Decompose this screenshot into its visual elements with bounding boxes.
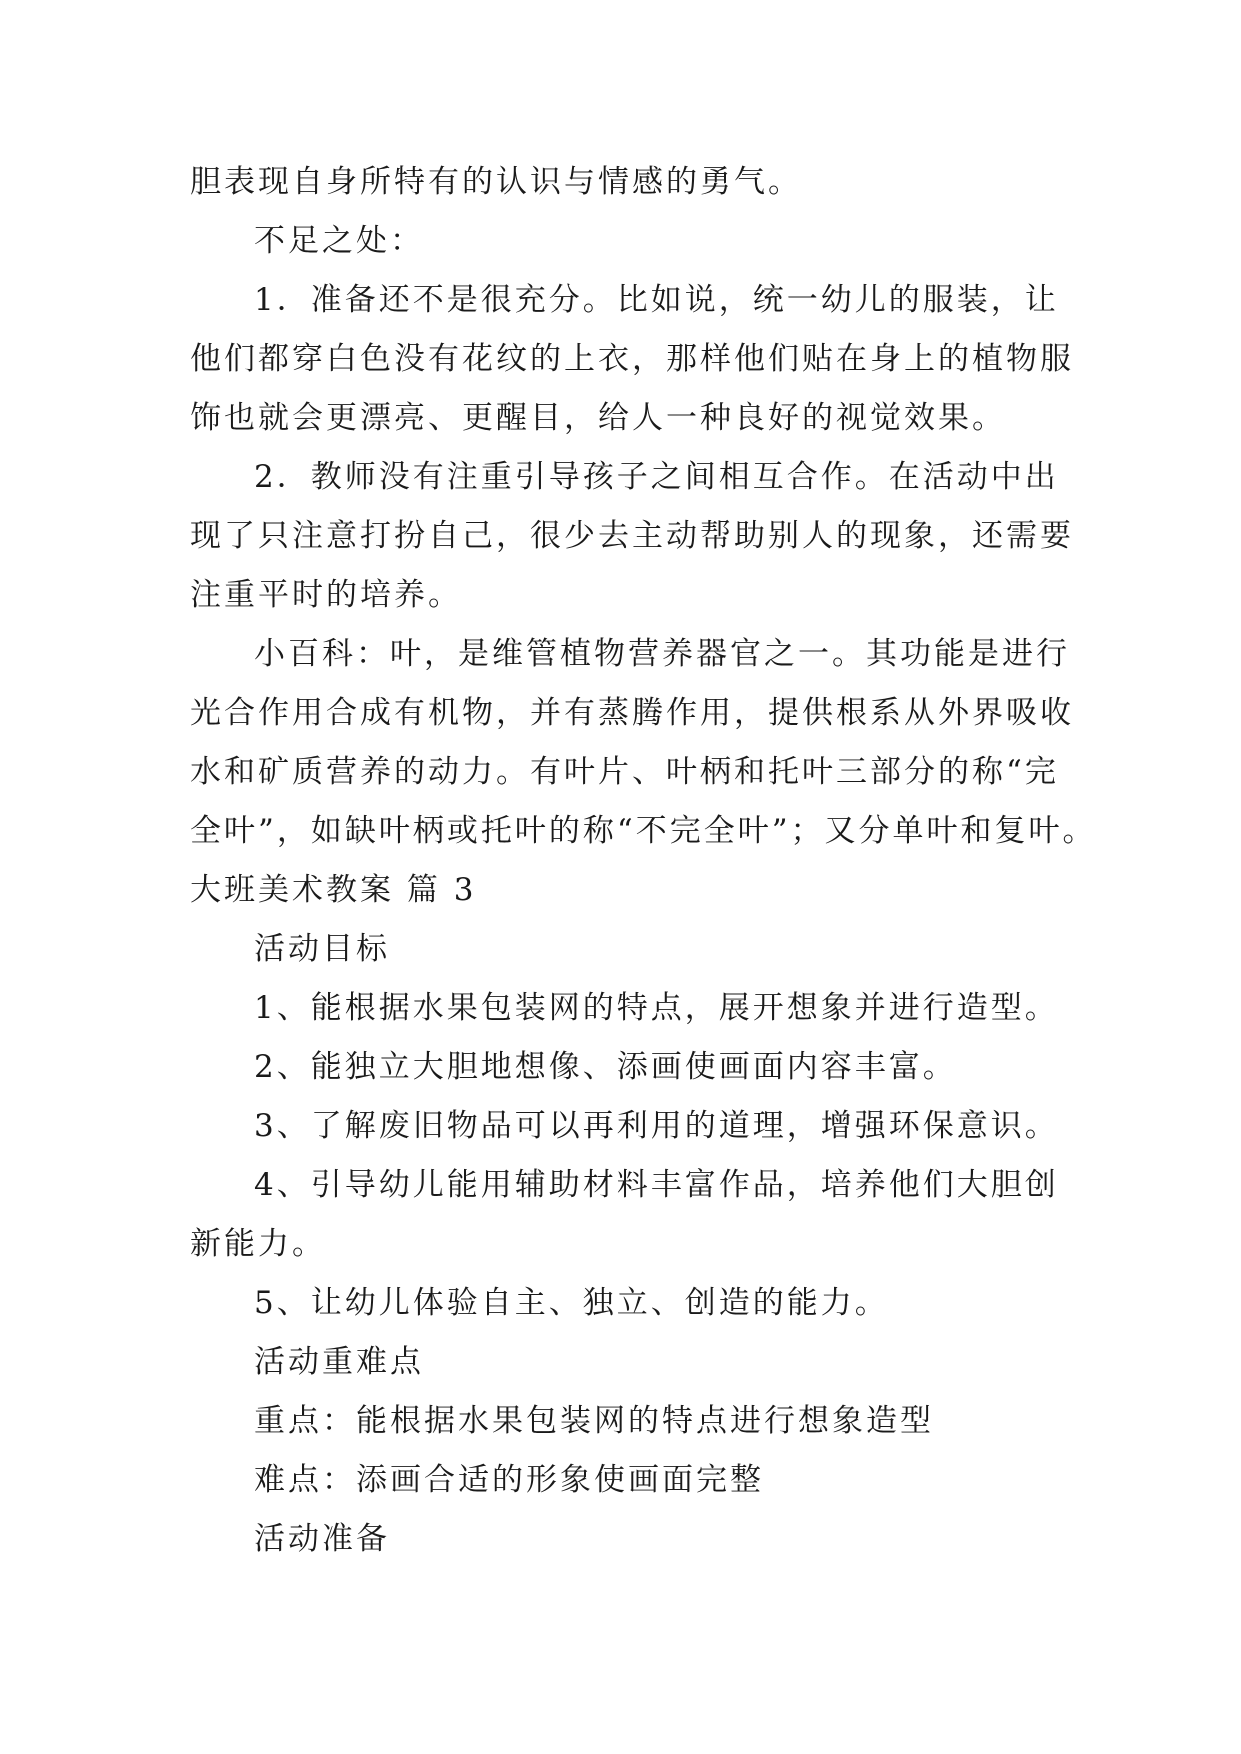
text-line: 不足之处： xyxy=(254,223,424,259)
text-line: 活动重难点 xyxy=(254,1344,424,1380)
text-line: 现了只注意打扮自己，很少去主动帮助别人的现象，还需要 xyxy=(190,518,1074,554)
text-line: 1、能根据水果包装网的特点，展开想象并进行造型。 xyxy=(254,990,1059,1026)
text-line: 1．准备还不是很充分。比如说，统一幼儿的服装，让 xyxy=(254,282,1059,318)
text-line: 光合作用合成有机物，并有蒸腾作用，提供根系从外界吸收 xyxy=(190,695,1074,731)
text-line: 3、了解废旧物品可以再利用的道理，增强环保意识。 xyxy=(254,1108,1059,1144)
text-line: 活动目标 xyxy=(254,931,390,967)
text-line: 胆表现自身所特有的认识与情感的勇气。 xyxy=(190,164,802,200)
text-line: 大班美术教案 篇 3 xyxy=(190,872,477,908)
text-line: 水和矿质营养的动力。有叶片、叶柄和托叶三部分的称“完 xyxy=(190,754,1059,790)
text-line: 饰也就会更漂亮、更醒目，给人一种良好的视觉效果。 xyxy=(190,400,1006,436)
text-line: 5、让幼儿体验自主、独立、创造的能力。 xyxy=(254,1285,889,1321)
text-line: 2．教师没有注重引导孩子之间相互合作。在活动中出 xyxy=(254,459,1059,495)
text-line: 注重平时的培养。 xyxy=(190,577,462,613)
text-line: 4、引导幼儿能用辅助材料丰富作品，培养他们大胆创 xyxy=(254,1167,1059,1203)
text-line: 重点：能根据水果包装网的特点进行想象造型 xyxy=(254,1403,934,1439)
text-line: 全叶”，如缺叶柄或托叶的称“不完全叶”；又分单叶和复叶。 xyxy=(190,813,1097,849)
document-body xyxy=(190,153,1097,1569)
text-line: 活动准备 xyxy=(254,1521,390,1557)
text-line: 新能力。 xyxy=(190,1226,326,1262)
text-line: 他们都穿白色没有花纹的上衣，那样他们贴在身上的植物服 xyxy=(190,341,1074,377)
text-line: 2、能独立大胆地想像、添画使画面内容丰富。 xyxy=(254,1049,957,1085)
text-line: 小百科：叶，是维管植物营养器官之一。其功能是进行 xyxy=(254,636,1070,672)
text-line: 难点：添画合适的形象使画面完整 xyxy=(254,1462,764,1498)
